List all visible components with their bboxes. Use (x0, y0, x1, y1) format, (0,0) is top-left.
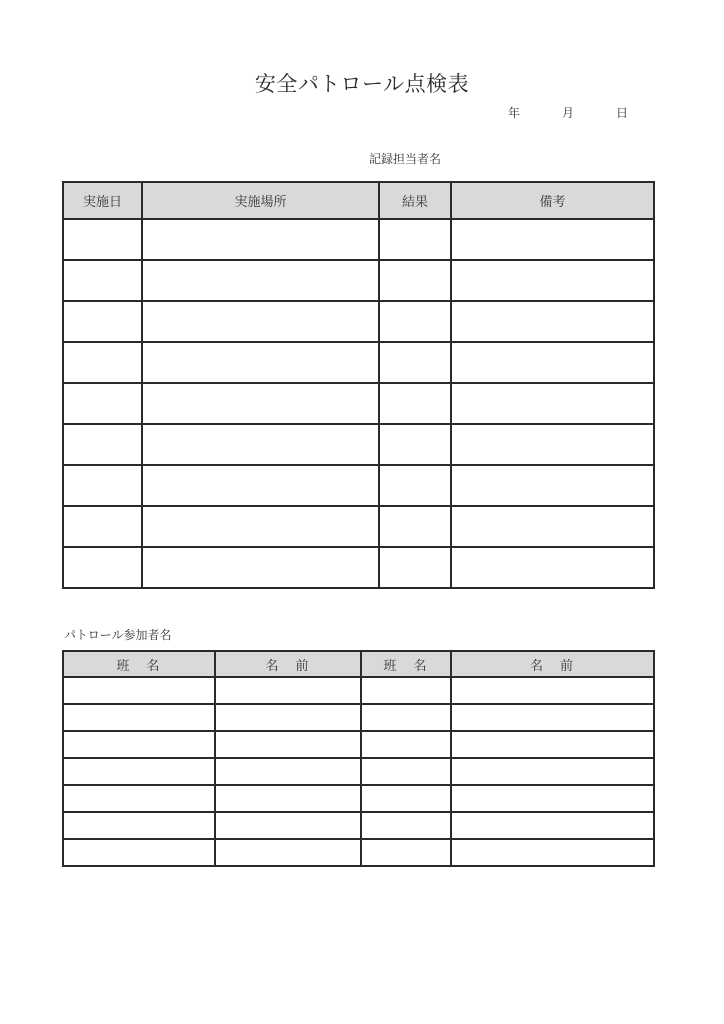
date-month-label: 月 (562, 106, 575, 120)
location-cell[interactable] (142, 301, 379, 342)
result-cell[interactable] (379, 301, 451, 342)
team-cell[interactable] (361, 839, 451, 866)
team-cell[interactable] (63, 704, 215, 731)
table-row (63, 260, 654, 301)
name-cell[interactable] (451, 758, 654, 785)
team-cell[interactable] (361, 785, 451, 812)
name-cell[interactable] (451, 785, 654, 812)
location-cell[interactable] (142, 506, 379, 547)
result-cell[interactable] (379, 383, 451, 424)
team-cell[interactable] (361, 704, 451, 731)
name-cell[interactable] (451, 731, 654, 758)
date-cell[interactable] (63, 547, 142, 588)
column-header-name-1: 名 前 (215, 651, 361, 677)
remarks-cell[interactable] (451, 383, 654, 424)
team-cell[interactable] (63, 758, 215, 785)
table-row (63, 758, 654, 785)
result-cell[interactable] (379, 342, 451, 383)
table-row (63, 677, 654, 704)
location-cell[interactable] (142, 383, 379, 424)
table-row (63, 785, 654, 812)
team-cell[interactable] (63, 731, 215, 758)
date-cell[interactable] (63, 219, 142, 260)
column-header-location: 実施場所 (142, 182, 379, 219)
location-cell[interactable] (142, 260, 379, 301)
remarks-cell[interactable] (451, 260, 654, 301)
team-cell[interactable] (361, 677, 451, 704)
remarks-cell[interactable] (451, 465, 654, 506)
name-cell[interactable] (451, 839, 654, 866)
result-cell[interactable] (379, 506, 451, 547)
table-row (63, 704, 654, 731)
column-header-date: 実施日 (63, 182, 142, 219)
remarks-cell[interactable] (451, 506, 654, 547)
result-cell[interactable] (379, 219, 451, 260)
location-cell[interactable] (142, 219, 379, 260)
remarks-cell[interactable] (451, 342, 654, 383)
team-cell[interactable] (361, 731, 451, 758)
result-cell[interactable] (379, 424, 451, 465)
name-cell[interactable] (215, 785, 361, 812)
name-cell[interactable] (215, 812, 361, 839)
table-row (63, 731, 654, 758)
column-header-result: 結果 (379, 182, 451, 219)
name-cell[interactable] (215, 758, 361, 785)
location-cell[interactable] (142, 465, 379, 506)
table-row (63, 547, 654, 588)
name-cell[interactable] (451, 704, 654, 731)
remarks-cell[interactable] (451, 219, 654, 260)
column-header-remarks: 備考 (451, 182, 654, 219)
date-cell[interactable] (63, 383, 142, 424)
column-header-name-2: 名 前 (451, 651, 654, 677)
name-cell[interactable] (451, 677, 654, 704)
location-cell[interactable] (142, 342, 379, 383)
inspection-table (62, 181, 655, 589)
name-cell[interactable] (215, 839, 361, 866)
table-row (63, 506, 654, 547)
participants-label: パトロール参加者名 (64, 628, 172, 642)
date-cell[interactable] (63, 342, 142, 383)
page-title: 安全パトロール点検表 (254, 72, 470, 96)
team-cell[interactable] (63, 785, 215, 812)
table-row (63, 839, 654, 866)
location-cell[interactable] (142, 424, 379, 465)
table-row (63, 301, 654, 342)
participants-table-header (63, 651, 654, 677)
inspection-table-header (63, 182, 654, 219)
date-year-label: 年 (508, 106, 521, 120)
team-cell[interactable] (361, 812, 451, 839)
column-header-team-2: 班 名 (361, 651, 451, 677)
result-cell[interactable] (379, 547, 451, 588)
date-cell[interactable] (63, 260, 142, 301)
date-cell[interactable] (63, 506, 142, 547)
table-row (63, 465, 654, 506)
location-cell[interactable] (142, 547, 379, 588)
team-cell[interactable] (63, 677, 215, 704)
date-day-label: 日 (616, 106, 629, 120)
table-row (63, 342, 654, 383)
team-cell[interactable] (361, 758, 451, 785)
name-cell[interactable] (215, 704, 361, 731)
name-cell[interactable] (215, 677, 361, 704)
team-cell[interactable] (63, 812, 215, 839)
table-row (63, 219, 654, 260)
participants-table (62, 650, 655, 867)
column-header-team-1: 班 名 (63, 651, 215, 677)
result-cell[interactable] (379, 260, 451, 301)
result-cell[interactable] (379, 465, 451, 506)
date-cell[interactable] (63, 301, 142, 342)
remarks-cell[interactable] (451, 547, 654, 588)
table-row (63, 383, 654, 424)
table-row (63, 424, 654, 465)
remarks-cell[interactable] (451, 301, 654, 342)
table-row (63, 812, 654, 839)
date-cell[interactable] (63, 424, 142, 465)
name-cell[interactable] (215, 731, 361, 758)
remarks-cell[interactable] (451, 424, 654, 465)
name-cell[interactable] (451, 812, 654, 839)
team-cell[interactable] (63, 839, 215, 866)
date-cell[interactable] (63, 465, 142, 506)
recorder-name-label: 記録担当者名 (369, 152, 442, 166)
